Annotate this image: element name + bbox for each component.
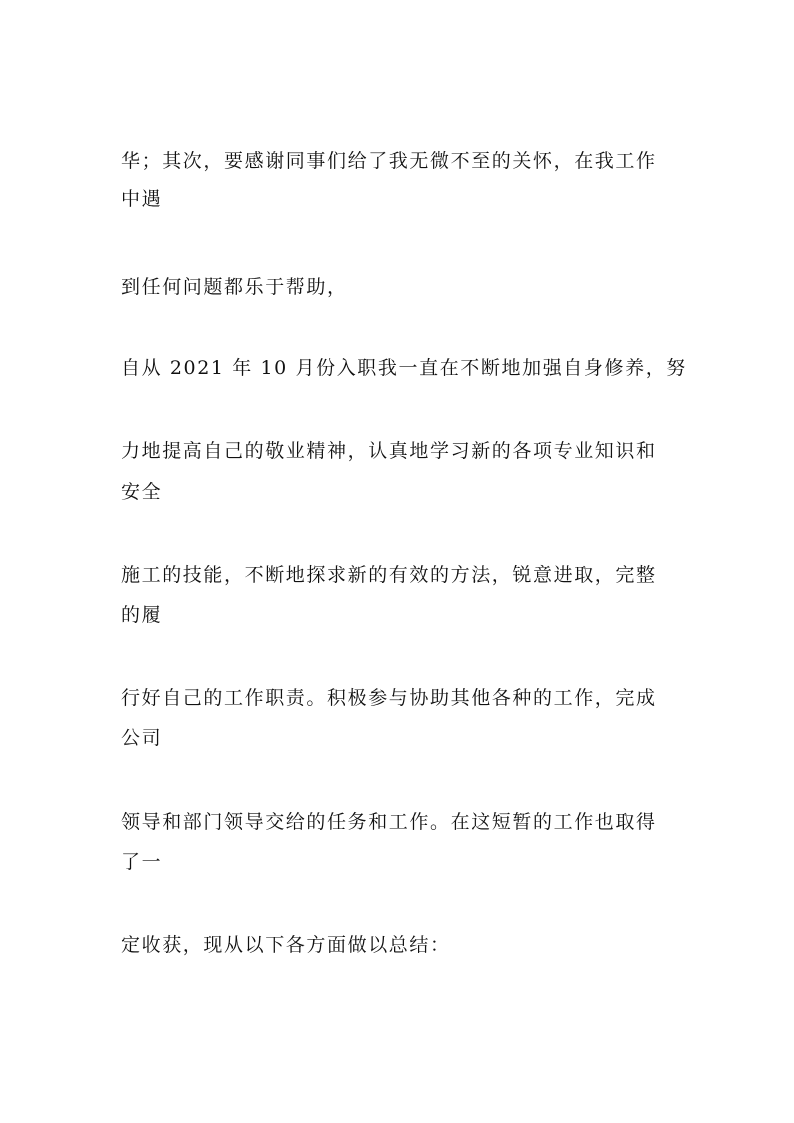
text-line: 中遇 <box>121 188 163 210</box>
text-line: 领导和部门领导交给的任务和工作。在这短暂的工作也取得 <box>121 811 657 833</box>
text-line: 的履 <box>121 604 163 626</box>
text-line: 行好自己的工作职责。积极参与协助其他各种的工作，完成 <box>121 687 657 709</box>
text-line: 安全 <box>121 481 163 503</box>
text-line: 华；其次，要感谢同事们给了我无微不至的关怀，在我工作 <box>121 150 657 172</box>
text-line: 施工的技能，不断地探求新的有效的方法，锐意进取，完整 <box>121 564 657 586</box>
text-line: 力地提高自己的敬业精神，认真地学习新的各项专业知识和 <box>121 440 657 462</box>
text-line: 到任何问题都乐于帮助， <box>121 276 348 298</box>
text-line: 自从 2021 年 10 月份入职我一直在不断地加强自身修养，努 <box>121 357 687 379</box>
text-line: 公司 <box>121 727 163 749</box>
text-line: 定收获，现从以下各方面做以总结： <box>121 934 451 956</box>
text-line: 了一 <box>121 851 163 873</box>
